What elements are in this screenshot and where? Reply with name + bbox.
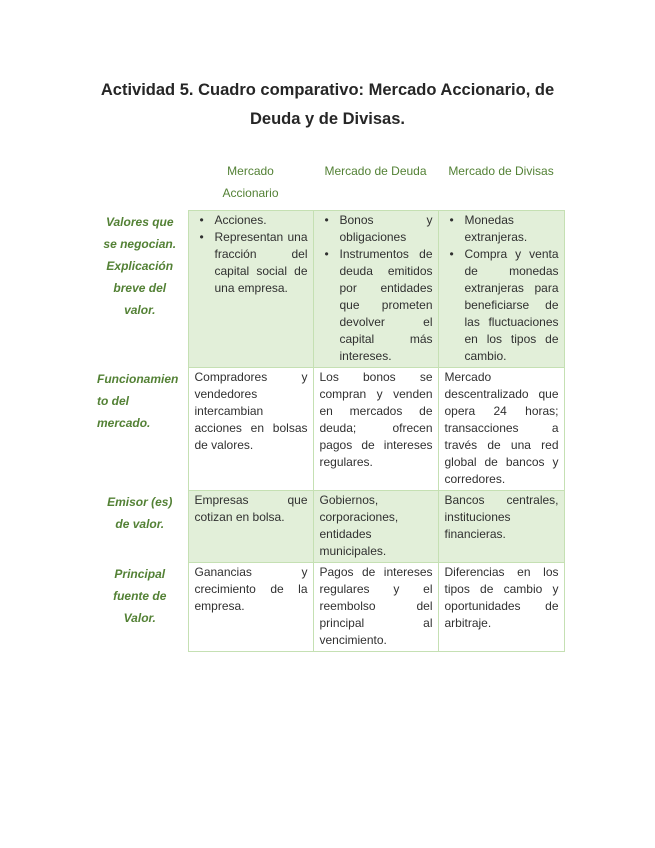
- column-header-label: Mercado de Deuda: [324, 164, 427, 178]
- cell-funcionamiento-deuda: Los bonos se compran y venden en mercados de deuda; ofrecen pagos de intereses regulares.: [313, 368, 438, 491]
- column-header-mercado-accionario: [188, 160, 313, 211]
- cell-fuente-divisas: Diferencias en los tipos de cambio y oportunidades de arbitraje.: [438, 563, 564, 652]
- cell-emisor-deuda: Gobiernos, corporaciones, entidades municipales.: [313, 491, 438, 563]
- cell-fuente-accionario: Ganancias y crecimiento de la empresa.: [188, 563, 313, 652]
- table-corner: [92, 160, 188, 211]
- row-header-label: Emisor (es) de valor.: [107, 494, 173, 531]
- column-header-label: Mercado Accionario: [222, 164, 279, 200]
- column-header-mercado-deuda: [313, 160, 438, 211]
- bullet-list: [320, 212, 433, 365]
- title-line-2: Deuda y de Divisas.: [250, 110, 405, 128]
- table-header-row: [92, 160, 564, 211]
- list-item: • Instrumentos de deuda emitidos por entidades que prometen devolver el capital más intereses.: [320, 246, 433, 365]
- cell-funcionamiento-accionario: Compradores y vendedores intercambian acciones en bolsas de valores.: [188, 368, 313, 491]
- cell-valores-divisas: [438, 211, 564, 368]
- row-header-label: Principal fuente de Valor.: [113, 566, 167, 625]
- comparison-table: [92, 160, 565, 652]
- cell-funcionamiento-divisas: Mercado descentralizado que opera 24 horas; transacciones a través de una red global de bancos y corredores.: [438, 368, 564, 491]
- list-item: • Compra y venta de monedas extranjeras para beneficiarse de las fluctuaciones en los tipos de cambio.: [445, 246, 559, 365]
- list-item: • Acciones.: [195, 212, 308, 229]
- row-header-label: Valores que se negocian. Explicación breve del valor.: [103, 214, 177, 317]
- column-header-mercado-divisas: [438, 160, 564, 211]
- table-row-valores: [92, 211, 564, 368]
- row-header-label: Funcionamien to del mercado.: [97, 371, 179, 430]
- list-item: • Monedas extranjeras.: [445, 212, 559, 246]
- table-row-emisor: [92, 491, 564, 563]
- cell-valores-deuda: [313, 211, 438, 368]
- table-row-funcionamiento: [92, 368, 564, 491]
- bullet-list: [195, 212, 308, 297]
- column-header-label: Mercado de Divisas: [448, 164, 554, 178]
- row-header-emisor: [92, 491, 188, 563]
- row-header-funcionamiento: [92, 368, 188, 491]
- table-row-fuente: [92, 563, 564, 652]
- bullet-list: [445, 212, 559, 365]
- title-line-1: Actividad 5. Cuadro comparativo: Mercado Accionario, de: [100, 81, 555, 99]
- document-title: [70, 76, 585, 134]
- cell-valores-accionario: [188, 211, 313, 368]
- cell-emisor-divisas: Bancos centrales, instituciones financieras.: [438, 491, 564, 563]
- list-item: • Representan una fracción del capital social de una empresa.: [195, 229, 308, 297]
- row-header-valores: [92, 211, 188, 368]
- row-header-fuente: [92, 563, 188, 652]
- cell-emisor-accionario: Empresas que cotizan en bolsa.: [188, 491, 313, 563]
- list-item: • Bonos y obligaciones: [320, 212, 433, 246]
- cell-fuente-deuda: Pagos de intereses regulares y el reembolso del principal al vencimiento.: [313, 563, 438, 652]
